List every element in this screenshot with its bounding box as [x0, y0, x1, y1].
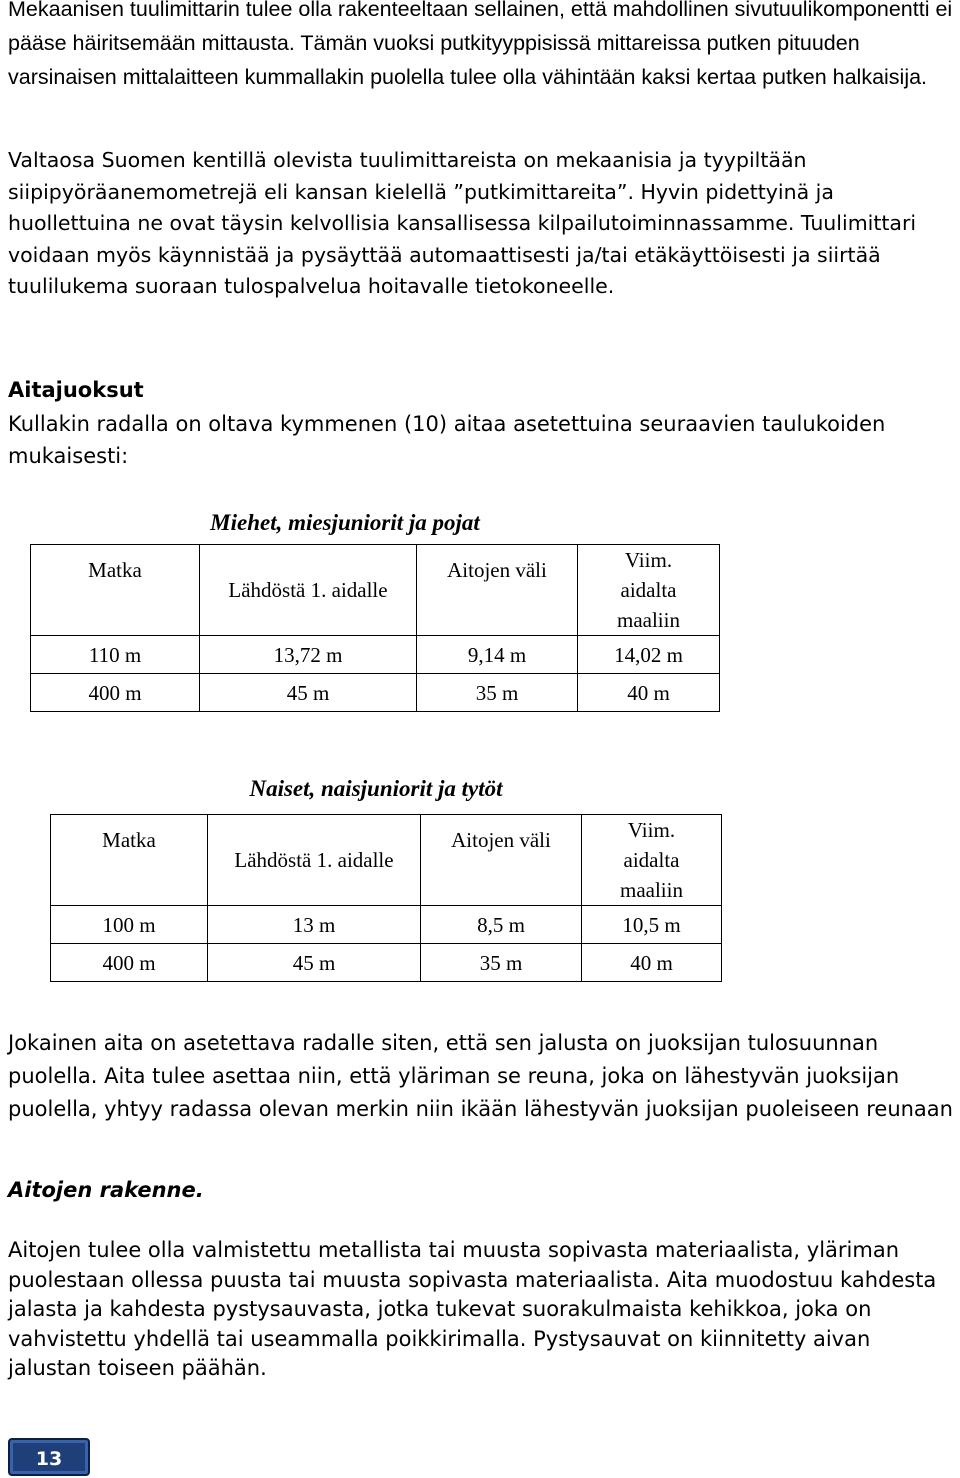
hurdle-runs-heading: Aitajuoksut — [8, 378, 144, 402]
table-cell: 35 m — [421, 944, 582, 982]
table-header: Matka — [31, 545, 200, 636]
wind-meter-paragraph: Valtaosa Suomen kentillä olevista tuulimittareista on mekaanisia ja tyypiltään siipipyöräanemometrejä eli kansan kielellä ”putkimittareita”. Hyvin pidettyinä ja huollettuina ne ovat täysin kelvollisia kansallisessa kilpailutoiminnassamme. Tuulimittari voidaan myös käynnistää ja pysäyttää automaattisesti ja/tai etäkäyttöisesti ja siirtää tuulilukema suoraan tulospalvelua hoitavalle tietokoneelle. — [8, 148, 917, 298]
table-cell: 110 m — [31, 636, 200, 674]
table-cell: 45 m — [208, 944, 421, 982]
table-cell: 14,02 m — [578, 636, 720, 674]
women-table-title: Naiset, naisjuniorit ja tytöt — [249, 776, 503, 801]
hurdle-intro-paragraph: Kullakin radalla on oltava kymmenen (10) aitaa asetettuina seuraavien taulukoiden mukaisesti: — [8, 412, 886, 468]
women-hurdle-table — [50, 814, 722, 982]
table-cell: 400 m — [51, 944, 208, 982]
table-header: Matka — [51, 815, 208, 906]
table-cell: 10,5 m — [582, 906, 722, 944]
men-table-block — [30, 510, 720, 705]
table-cell: 40 m — [578, 674, 720, 712]
table-cell: 13,72 m — [200, 636, 417, 674]
construction-heading: Aitojen rakenne. — [8, 1178, 204, 1202]
intro-paragraph: Mekaanisen tuulimittarin tulee olla rakenteeltaan sellainen, että mahdollinen sivutuulikomponentti ei pääse häiritsemään mittausta. Tämän vuoksi putkityyppisissä mittareissa putken pituuden varsinaisen mittalaitteen kummallakin puolella tulee olla vähintään kaksi kertaa putken halkaisija. — [8, 0, 953, 89]
table-cell: 45 m — [200, 674, 417, 712]
table-header: Lähdöstä 1. aidalle — [208, 815, 421, 906]
men-table-title: Miehet, miesjuniorit ja pojat — [210, 510, 480, 535]
table-cell: 13 m — [208, 906, 421, 944]
table-header: Viim. aidalta maaliin — [582, 815, 722, 906]
table-cell: 8,5 m — [421, 906, 582, 944]
table-cell: 40 m — [582, 944, 722, 982]
placement-paragraph: Jokainen aita on asetettava radalle siten, että sen jalusta on juoksijan tulosuunnan puolella. Aita tulee asettaa niin, että yläriman se reuna, joka on lähestyvän juoksijan puolella, yhtyy radassa olevan merkin niin ikään lähestyvän juoksijan puoleiseen reunaan — [8, 1031, 953, 1121]
table-header: Lähdöstä 1. aidalle — [200, 545, 417, 636]
women-table-block — [50, 776, 722, 975]
table-header: Viim. aidalta maaliin — [578, 545, 720, 636]
table-cell: 35 m — [417, 674, 578, 712]
construction-paragraph: Aitojen tulee olla valmistettu metallista tai muusta sopivasta materiaalista, yläriman puolestaan ollessa puusta tai muusta sopivasta materiaalista. Aita muodostuu kahdesta jalasta ja kahdesta pystysauvasta, jotka tukevat suorakulmaista kehikkoa, joka on vahvistettu yhdellä tai useammalla poikkirimalla. Pystysauvat on kiinnitetty aivan jalustan toiseen päähän. — [8, 1238, 937, 1380]
table-cell: 400 m — [31, 674, 200, 712]
men-hurdle-table — [30, 544, 720, 712]
table-header: Aitojen väli — [417, 545, 578, 636]
table-cell: 9,14 m — [417, 636, 578, 674]
page-number-badge: 13 — [8, 1438, 90, 1476]
table-cell: 100 m — [51, 906, 208, 944]
table-header: Aitojen väli — [421, 815, 582, 906]
